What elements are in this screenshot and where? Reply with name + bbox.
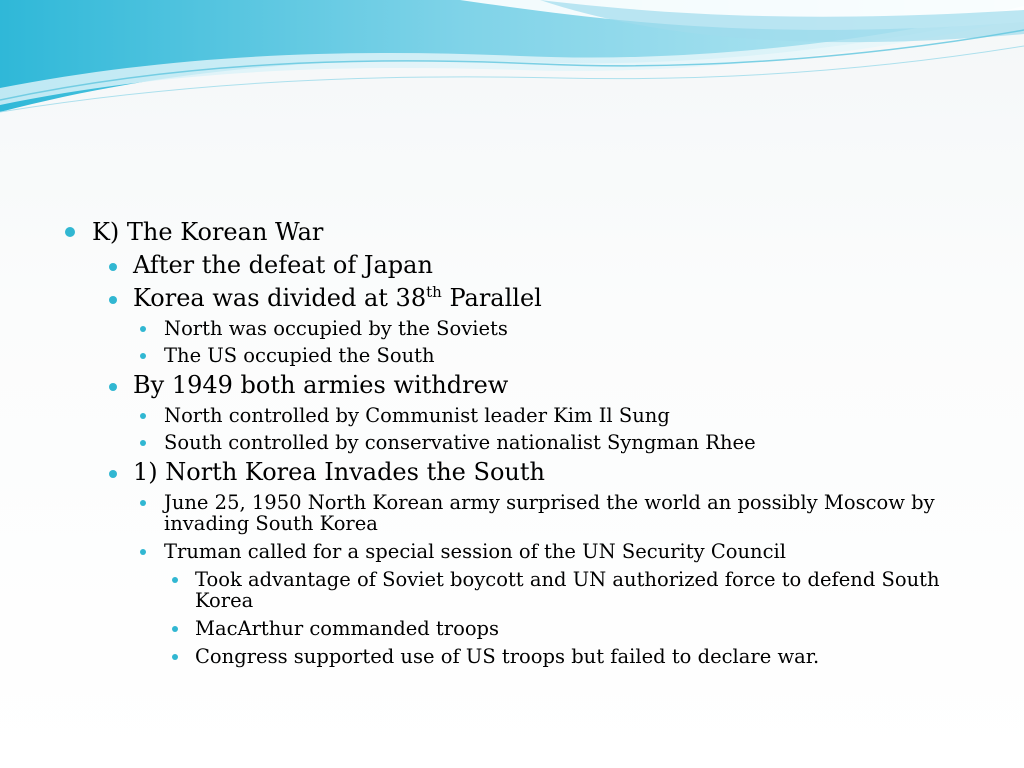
bullet-level3: North controlled by Communist leader Kim Il Sung: [164, 404, 670, 427]
bullet-dot: [140, 326, 146, 332]
bullet-text-line: invading South Korea: [164, 512, 378, 535]
bullet-text: Korea was divided at 38: [133, 284, 427, 312]
bullet-dot: [109, 383, 117, 391]
bullet-dot: [140, 549, 146, 555]
bullet-level3: South controlled by conservative nationalist Syngman Rhee: [164, 431, 756, 454]
bullet-text: Parallel: [441, 284, 542, 312]
bullet-level3: North was occupied by the Soviets: [164, 317, 508, 340]
bullet-level2: After the defeat of Japan: [133, 251, 433, 279]
superscript: th: [426, 283, 442, 301]
bullet-dot: [172, 626, 178, 632]
bullet-text-line: Took advantage of Soviet boycott and UN authorized force to defend South: [195, 568, 940, 591]
bullet-dot: [109, 470, 117, 478]
bullet-dot: [140, 440, 146, 446]
bullet-dot: [140, 500, 146, 506]
bullet-text-line: Korea: [195, 589, 254, 612]
bullet-dot: [65, 227, 75, 237]
bullet-level2: By 1949 both armies withdrew: [133, 371, 509, 399]
bullet-dot: [140, 353, 146, 359]
bullet-level4: [195, 569, 940, 611]
bullet-level2: 1) North Korea Invades the South: [133, 458, 545, 486]
bullet-dot: [109, 296, 117, 304]
bullet-dot: [140, 413, 146, 419]
bullet-level4: Congress supported use of US troops but failed to declare war.: [195, 645, 820, 668]
bullet-level1: K) The Korean War: [92, 218, 324, 246]
bullet-dot: [109, 263, 117, 271]
bullet-dot: [172, 654, 178, 660]
bullet-level3: Truman called for a special session of the UN Security Council: [164, 540, 786, 563]
bullet-dot: [172, 577, 178, 583]
bullet-text-line: June 25, 1950 North Korean army surprised the world an possibly Moscow by: [164, 491, 935, 514]
bullet-level2: [133, 284, 542, 312]
bullet-level3: [164, 492, 935, 534]
bullet-level3: The US occupied the South: [164, 344, 435, 367]
bullet-level4: MacArthur commanded troops: [195, 617, 500, 640]
